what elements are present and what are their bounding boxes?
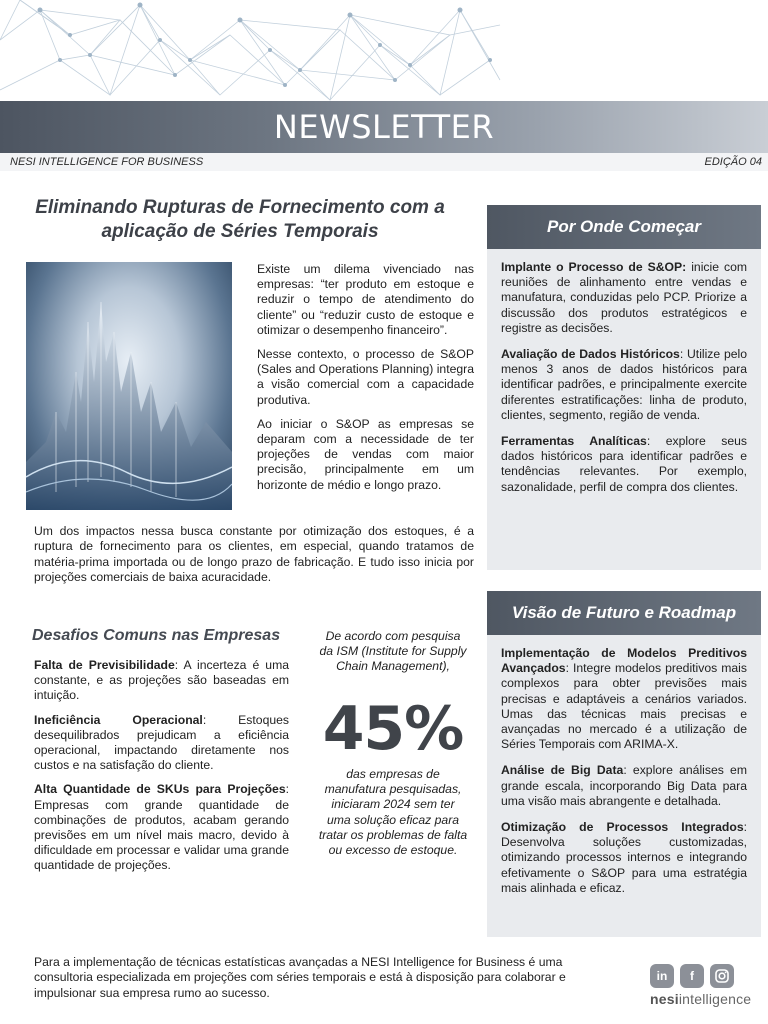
vision-item-text: : Integre modelos preditivos mais complexos para obter previsões mais precisas e adaptáveis a cenários variados. Umas das técnicas mais precisas e avançadas no mercado é a utilização de Séries Temporais com ARIMA-X. [501,661,747,752]
start-item [501,260,747,336]
vision-panel-title: Visão de Futuro e Roadmap [487,591,761,635]
start-item-text: : explore seus dados históricos para identificar padrões e tendências relevantes. Por exemplo, sazonalidade, perfil de compra dos clientes. [501,434,748,494]
challenge-text: : Empresas com grande quantidade de combinações de produtos, acabam gerando previsões em um nível mais macro, devido à dificuldade em processar e validar uma grande quantidade de projeções. [34,782,289,873]
challenge-label: Alta Quantidade de SKUs para Projeções [34,782,286,797]
article-title: Eliminando Rupturas de Fornecimento com a aplicação de Séries Temporais [35,197,445,242]
challenges-list [34,658,289,883]
brand-logo-bold: nesi [650,991,679,1007]
intro-paragraph: Ao iniciar o S&OP as empresas se deparam com a necessidade de ter projeções de vendas com maior precisão, principalmente em um horizonte de médio e longo prazo. [257,416,474,492]
vision-item [501,646,747,752]
intro-paragraph: Nesse contexto, o processo de S&OP (Sales and Operations Planning) integra a visão comercial com a capacidade produtiva. [257,347,474,407]
brand-logo-rest: intelligence [678,991,752,1007]
vision-item-label: Análise de Big Data [501,763,624,778]
challenge-item [34,658,289,704]
company-tagline: NESI INTELLIGENCE FOR BUSINESS [10,156,204,168]
start-item-text: : Utilize pelo menos 3 anos de dados históricos para identificar padrões, e principalmente exercite diferentes estratificações: linha de produto, clientes, segmento, região de venda. [501,347,747,422]
start-item [501,434,747,495]
start-panel-title: Por Onde Começar [487,205,761,249]
edition-label: EDIÇÃO 04 [704,156,762,168]
stat-number: 45% [322,694,464,764]
start-panel-body [501,260,747,506]
vision-item-label: Otimização de Processos Integrados [501,820,744,835]
challenge-item [34,713,289,774]
vision-item [501,763,747,809]
start-panel [487,205,761,570]
challenge-text: : Estoques desequilibrados prejudicam a eficiência operacional, impactando diretamente nos custos e na satisfação do cliente. [34,712,289,773]
start-item [501,347,747,423]
stat-description: das empresas de manufatura pesquisadas, iniciaram 2024 sem ter uma solução eficaz para tratar os problemas de falta ou excesso de estoque. [318,767,468,858]
footer-text: Para a implementação de técnicas estatísticas avançadas a NESI Intelligence for Business é uma consultoria especializada em projeções com séries temporais e está à disposição para colaborar e impulsionar sua empresa rumo ao sucesso. [34,955,566,1000]
start-item-label: Implante o Processo de S&OP: [501,260,687,274]
banner-title: NEWSLETTER [273,108,495,146]
challenge-item [34,782,289,873]
intro-paragraph: Existe um dilema vivenciado nas empresas: “ter produto em estoque e reduzir o tempo de atendimento do cliente” ou “reduzir custo de estoque e otimizar o desempenho financeiro”. [257,262,474,337]
challenge-label: Ineficiência Operacional [34,712,203,727]
vision-item-text: : Desenvolva soluções customizadas, otimizando processos internos e integrando efetivamente o S&OP para uma estratégia mais alinhada e eficaz. [501,820,747,895]
stat-intro: De acordo com pesquisa da ISM (Institute for Supply Chain Management), [319,629,467,674]
time-series-illustration [26,262,232,510]
lead-paragraph: Um dos impactos nessa busca constante por otimização dos estoques, é a ruptura de fornecimento para os clientes, em especial, quando tratamos de matéria-prima importada ou de longo prazo de fabricação. E tudo isso inicia por projeções comerciais de baixa acuracidade. [34,524,474,585]
start-item-label: Ferramentas Analíticas [501,434,647,449]
instagram-icon[interactable] [710,964,734,988]
challenge-label: Falta de Previsibilidade [34,658,175,672]
vision-item-label: Implementação de Modelos Preditivos Avançados [501,646,747,676]
brand-logo [650,991,751,1007]
vision-item [501,820,747,896]
facebook-icon[interactable]: f [680,964,704,988]
vision-panel [487,591,761,937]
intro-text [257,262,474,502]
challenges-title: Desafios Comuns nas Empresas [32,627,281,644]
network-background [0,0,768,110]
start-item-text: inicie com reuniões de alinhamento entre vendas e manufatura, conduzidas pelo PCP. Priorize a discussão dos produtos estratégicos e registre as decisões. [501,260,747,335]
vision-item-text: : explore análises em grande escala, incorporando Big Data para uma visão mais abrangente e detalhada. [501,763,747,808]
social-links [650,964,734,988]
challenge-text: : A incerteza é uma constante, e as projeções são baseadas em intuição. [34,658,290,703]
start-item-label: Avaliação de Dados Históricos [501,347,680,362]
vision-panel-body [501,646,747,907]
linkedin-icon[interactable]: in [650,964,674,988]
subtitle-bar [0,153,768,171]
newsletter-banner [0,101,768,153]
